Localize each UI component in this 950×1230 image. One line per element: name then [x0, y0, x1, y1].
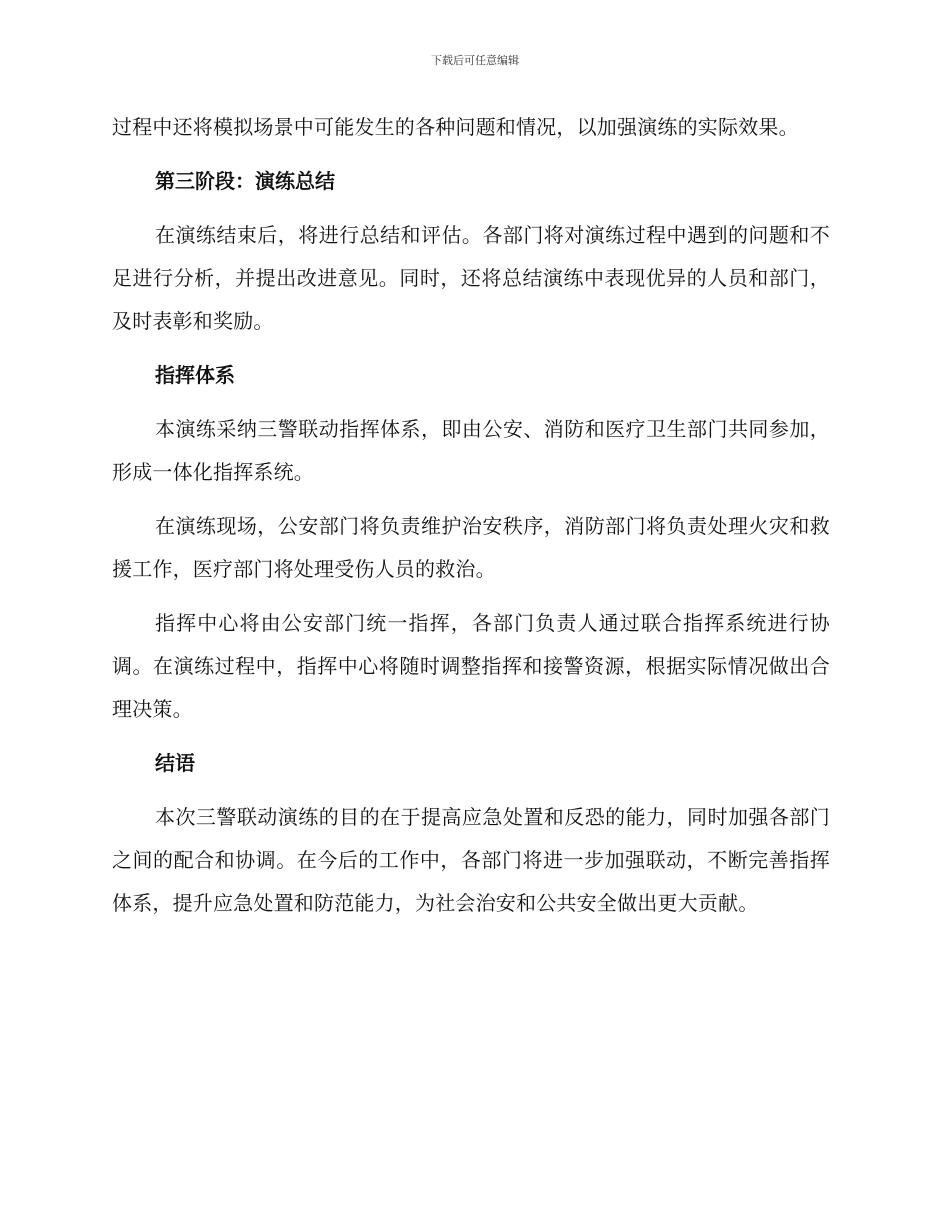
paragraph-summary: 在演练结束后，将进行总结和评估。各部门将对演练过程中遇到的问题和不足进行分析，并提出改进意见。同时，还将总结演练中表现优异的人员和部门，及时表彰和奖励。	[112, 223, 830, 333]
paragraph-command-center: 指挥中心将由公安部门统一指挥，各部门负责人通过联合指挥系统进行协调。在演练过程中，指挥中心将随时调整指挥和接警资源，根据实际情况做出合理决策。	[112, 611, 830, 721]
section-heading-command-system: 指挥体系	[155, 363, 235, 387]
document-body	[112, 106, 830, 936]
page-header: 下载后可任意编辑	[431, 54, 519, 67]
paragraph-conclusion: 本次三警联动演练的目的在于提高应急处置和反恐的能力，同时加强各部门之间的配合和协调。在今后的工作中，各部门将进一步加强联动，不断完善指挥体系，提升应急处置和防范能力，为社会治安和公共安全做出更大贡献。	[112, 805, 830, 915]
section-heading-stage-three: 第三阶段：演练总结	[155, 169, 335, 193]
paragraph-continued: 过程中还将模拟场景中可能发生的各种问题和情况，以加强演练的实际效果。	[112, 115, 799, 139]
paragraph-command-roles: 在演练现场，公安部门将负责维护治安秩序，消防部门将负责处理火灾和救援工作，医疗部门将处理受伤人员的救治。	[112, 514, 830, 581]
section-heading-conclusion: 结语	[155, 751, 195, 775]
paragraph-command-intro: 本演练采纳三警联动指挥体系，即由公安、消防和医疗卫生部门共同参加，形成一体化指挥系统。	[112, 417, 830, 484]
